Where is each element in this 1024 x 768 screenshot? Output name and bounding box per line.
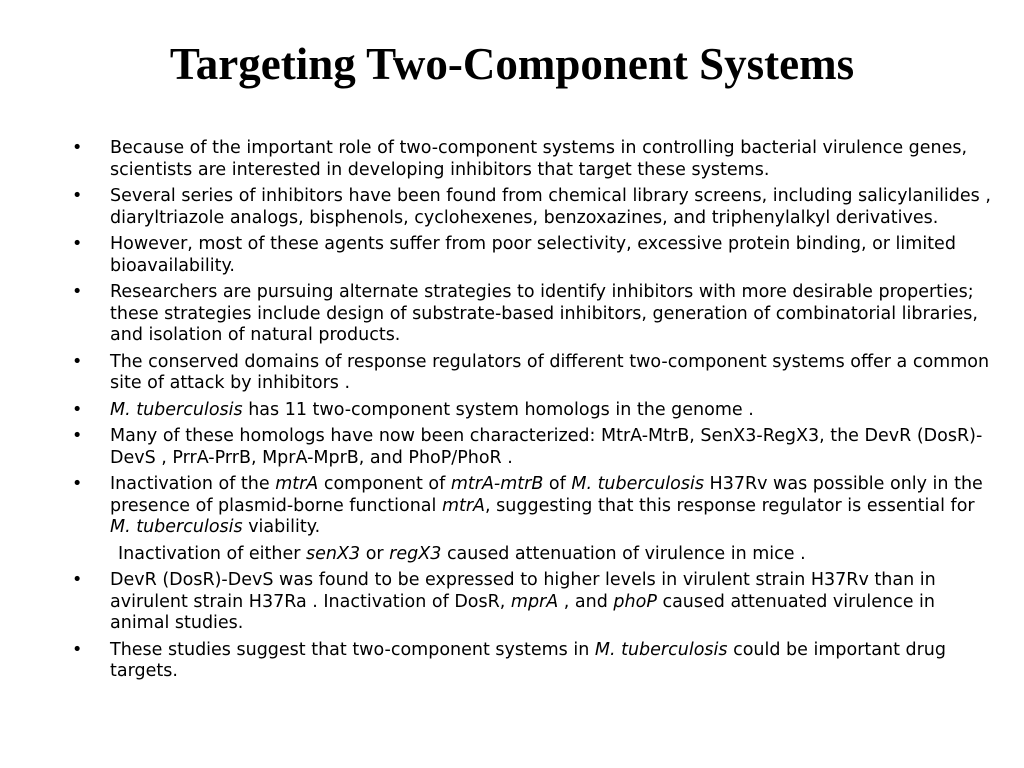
italic-term: mprA — [510, 591, 559, 612]
bullet-marker: • — [72, 426, 83, 446]
bullet-text — [118, 544, 806, 564]
bullet-item — [72, 426, 992, 469]
bullet-text: Researchers are pursuing alternate strategies to identify inhibitors with more desirable properties; these strategies include design of substrate-based inhibitors, generation of combinatorial libraries, and isolation of natural products. — [110, 282, 978, 345]
text-run: or — [360, 543, 390, 564]
italic-term: M. tuberculosis — [110, 399, 243, 420]
bullet-marker: • — [72, 639, 83, 660]
bullet-marker: • — [72, 399, 83, 420]
bullet-item — [72, 186, 992, 229]
slide-title: Targeting Two-Component Systems — [169, 39, 855, 89]
text-run: DevR (DosR)-DevS was found to be expressed to higher levels in virulent strain H37Rv than in avirulent strain H37Ra . Inactivation of DosR, — [110, 570, 936, 612]
italic-term: regX3 — [389, 543, 442, 564]
bullet-marker: • — [72, 474, 83, 494]
bullet-marker: • — [72, 186, 83, 206]
bullet-item — [72, 138, 992, 181]
italic-term: mtrA — [275, 474, 319, 494]
bullet-item — [72, 400, 992, 422]
text-run: , and — [558, 591, 614, 612]
bullet-text — [110, 474, 983, 537]
bullet-marker: • — [72, 570, 83, 590]
italic-term: mtrA-mtrB — [450, 474, 544, 494]
bullet-text: The conserved domains of response regulators of different two-component systems offer a common site of attack by inhibitors . — [110, 351, 990, 393]
bullet-item — [72, 640, 992, 683]
text-run: Inactivation of either — [118, 543, 307, 564]
text-run: caused attenuated virulence in animal studies. — [110, 591, 935, 633]
bullet-text — [110, 640, 946, 682]
bullet-text: Several series of inhibitors have been found from chemical library screens, including salicylanilides , diaryltriazole analogs, bisphenols, cyclohexenes, benzoxazines, and triphenylalkyl derivatives. — [110, 186, 991, 228]
bullet-marker: • — [72, 234, 83, 254]
bullet-item — [72, 352, 992, 395]
text-run: could be important drug targets. — [110, 639, 946, 681]
bullet-text — [110, 570, 936, 633]
bullet-continuation — [72, 544, 992, 566]
bullet-text — [110, 400, 754, 420]
bullet-text: However, most of these agents suffer from poor selectivity, excessive protein binding, or limited bioavailability. — [110, 234, 956, 276]
bullet-list — [72, 138, 992, 688]
text-run: Inactivation of the — [110, 474, 276, 494]
italic-term: mtrA — [441, 495, 486, 516]
text-run: These studies suggest that two-component systems in — [110, 639, 595, 660]
text-run: of — [543, 474, 572, 494]
bullet-text: Many of these homologs have now been characterized: MtrA-MtrB, SenX3-RegX3, the DevR (DosR)-DevS , PrrA-PrrB, MprA-MprB, and PhoP/PhoR . — [110, 426, 983, 468]
italic-term: M. tuberculosis — [110, 517, 243, 537]
text-run: caused attenuation of virulence in mice . — [441, 543, 806, 564]
bullet-item — [72, 474, 992, 539]
bullet-item — [72, 234, 992, 277]
bullet-item — [72, 570, 992, 635]
bullet-marker: • — [72, 282, 83, 302]
text-run: has 11 two-component system homologs in the genome . — [242, 399, 754, 420]
bullet-text: Because of the important role of two-component systems in controlling bacterial virulence genes, scientists are interested in developing inhibitors that target these systems. — [110, 138, 968, 180]
bullet-marker: • — [72, 138, 83, 158]
text-run: , suggesting that this response regulator is essential for — [485, 495, 975, 516]
bullet-item — [72, 282, 992, 347]
bullet-marker: • — [72, 351, 83, 372]
text-run: viability. — [242, 517, 321, 537]
italic-term: phoP — [613, 591, 657, 612]
text-run: component of — [318, 474, 451, 494]
italic-term: senX3 — [306, 543, 361, 564]
italic-term: M. tuberculosis — [594, 639, 728, 660]
italic-term: M. tuberculosis — [571, 474, 704, 494]
text-run: H37Rv was possible only in the presence of plasmid-borne functional — [110, 474, 983, 516]
